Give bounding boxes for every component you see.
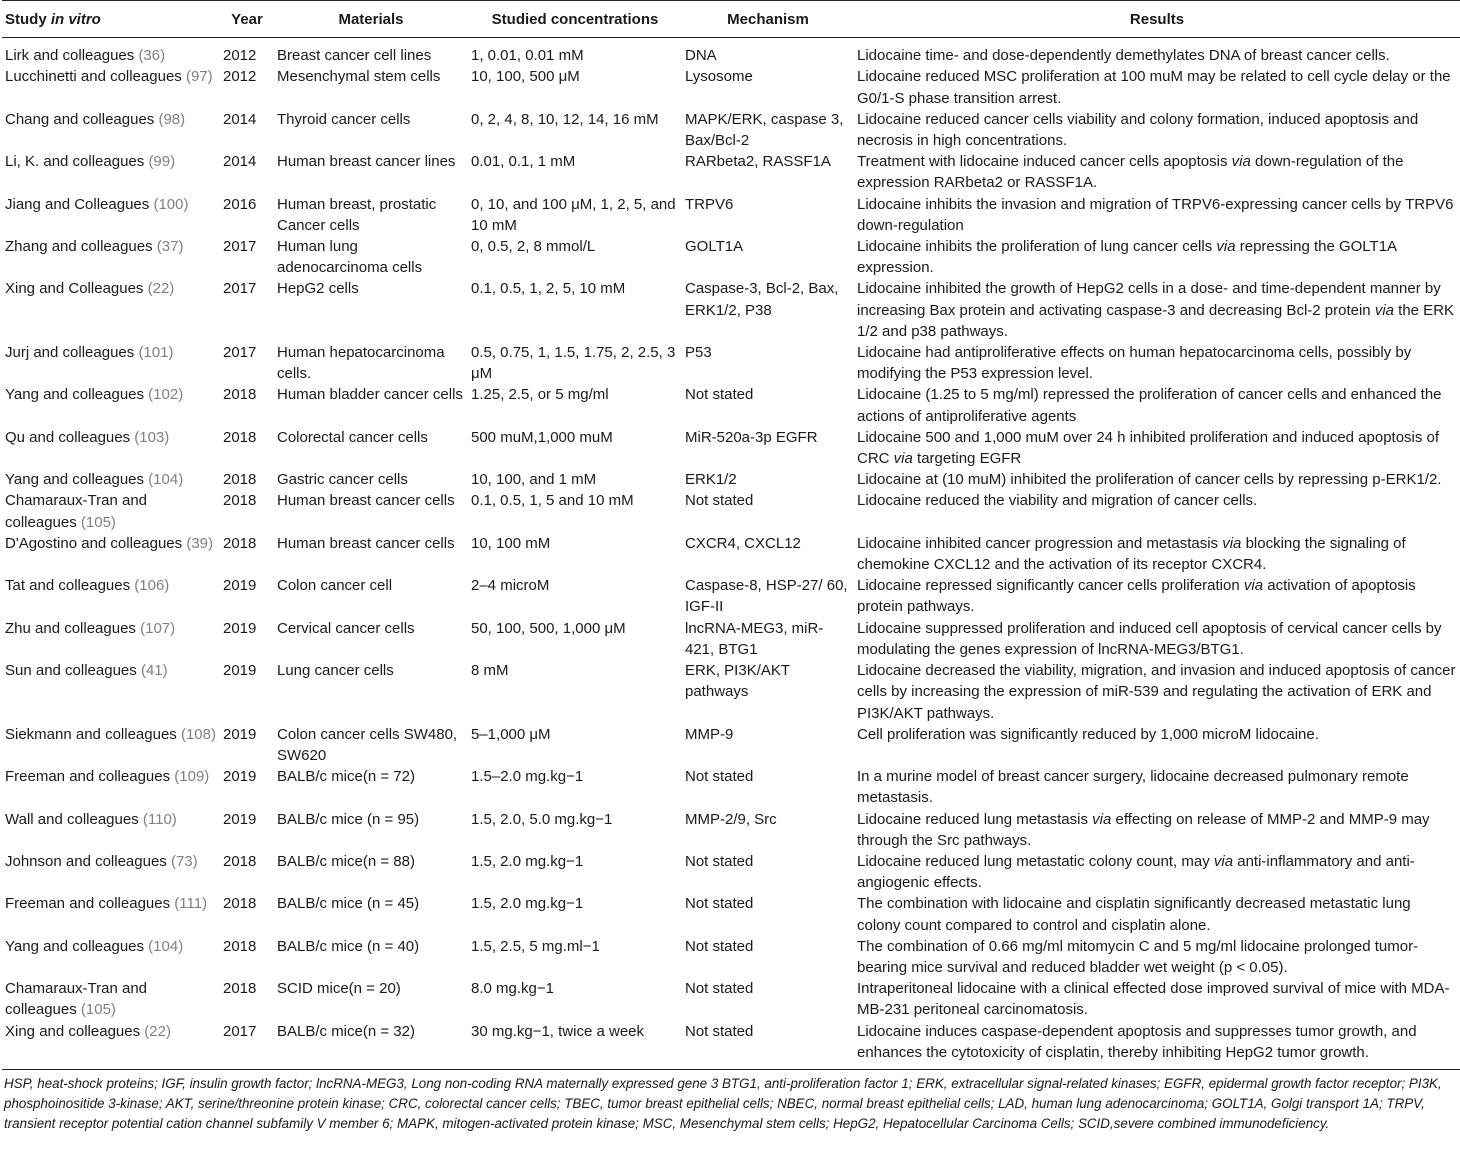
study-cell — [2, 236, 220, 278]
table-row — [2, 618, 1460, 660]
year-cell: 2012 — [223, 68, 257, 86]
header-concentrations: Studied concentrations — [468, 1, 682, 38]
results-italic: via — [1213, 852, 1234, 870]
study-author: Yang and colleagues — [5, 937, 144, 955]
results-cell: In a murine model of breast cancer surgery, lidocaine decreased pulmonary remote metastasis. — [857, 768, 1409, 807]
mechanism-cell: MMP-2/9, Src — [685, 810, 777, 828]
reference-link: (109) — [174, 768, 210, 786]
results-italic: via — [1374, 301, 1394, 319]
mechanism-cell: MiR-520a-3p EGFR — [685, 428, 818, 446]
reference-link: (73) — [170, 852, 198, 870]
results-text: activation of apoptosis protein pathways. — [857, 577, 1416, 616]
materials-cell: Human breast, prostatic Cancer cells — [277, 195, 437, 234]
study-cell — [2, 893, 220, 935]
reference-link: (104) — [148, 471, 184, 489]
study-cell — [2, 575, 220, 617]
year-cell: 2018 — [223, 386, 257, 404]
concentrations-cell: 0.5, 0.75, 1, 1.5, 1.75, 2, 2.5, 3 μM — [471, 344, 676, 383]
mechanism-cell: Not stated — [685, 895, 754, 913]
header-study: Study in vitro — [2, 1, 220, 38]
year-cell: 2019 — [223, 810, 257, 828]
mechanism-cell: Not stated — [685, 768, 754, 786]
results-cell: Lidocaine induces caspase-dependent apoptosis and suppresses tumor growth, and enhances the cytotoxicity of cisplatin, thereby inhibiting HepG2 tumor growth. — [854, 1021, 1460, 1070]
materials-cell: Cervical cancer cells — [277, 619, 415, 637]
year-cell: 2018 — [223, 492, 257, 510]
mechanism-cell: MMP-9 — [685, 725, 734, 743]
results-italic: via — [1216, 238, 1236, 256]
results-text: Lidocaine inhibited cancer progression and metastasis — [857, 534, 1223, 552]
table-row — [2, 66, 1460, 108]
study-cell — [2, 1021, 220, 1070]
table-row — [2, 660, 1460, 724]
study-author: Li, K. and colleagues — [5, 153, 145, 171]
year-cell: 2018 — [223, 937, 257, 955]
concentrations-cell: 5–1,000 μM — [471, 725, 551, 743]
table-row — [2, 469, 1460, 490]
materials-cell: HepG2 cells — [277, 280, 359, 298]
table-row — [2, 342, 1460, 384]
mechanism-cell: P53 — [685, 344, 712, 362]
mechanism-cell: Caspase-3, Bcl-2, Bax, ERK1/2, P38 — [685, 280, 839, 319]
header-year: Year — [220, 1, 274, 38]
table-row — [2, 236, 1460, 278]
table-row — [2, 809, 1460, 851]
table-row — [2, 766, 1460, 808]
materials-cell: Gastric cancer cells — [277, 471, 408, 489]
study-cell — [2, 851, 220, 893]
year-cell: 2018 — [223, 980, 257, 998]
results-text: Lidocaine inhibits the proliferation of lung cancer cells — [857, 238, 1217, 256]
results-italic: via — [1231, 153, 1251, 171]
results-text: Lidocaine repressed significantly cancer cells proliferation — [857, 577, 1244, 595]
results-cell — [854, 236, 1460, 278]
table-row — [2, 194, 1460, 236]
results-cell — [854, 851, 1460, 893]
study-cell — [2, 469, 220, 490]
year-cell: 2017 — [220, 1021, 274, 1070]
results-cell — [854, 809, 1460, 851]
reference-link: (108) — [180, 725, 216, 743]
reference-link: (107) — [140, 619, 176, 637]
study-cell — [2, 38, 220, 67]
study-author: Freeman and colleagues — [5, 768, 171, 786]
study-author: Zhang and colleagues — [5, 238, 153, 256]
reference-link: (105) — [80, 513, 116, 531]
results-text: Lidocaine inhibited the growth of HepG2 cells in a dose- and time-dependent manner by increasing Bax protein and activating caspase-3 and decreasing Bcl-2 protein — [857, 280, 1441, 319]
year-cell: 2018 — [223, 428, 257, 446]
concentrations-cell: 0.01, 0.1, 1 mM — [471, 153, 576, 171]
year-cell: 2012 — [223, 47, 257, 65]
results-cell: Lidocaine had antiproliferative effects on human hepatocarcinoma cells, possibly by modifying the P53 expression level. — [857, 344, 1412, 383]
concentrations-cell: 50, 100, 500, 1,000 μM — [471, 619, 626, 637]
study-author: Qu and colleagues — [5, 428, 131, 446]
materials-cell: Human hepatocarcinoma cells. — [277, 344, 445, 383]
results-cell: Lidocaine at (10 muM) inhibited the proliferation of cancer cells by repressing p-ERK1/2. — [857, 471, 1442, 489]
study-cell — [2, 766, 220, 808]
materials-cell: BALB/c mice (n = 45) — [277, 895, 420, 913]
materials-cell: Colon cancer cells SW480, SW620 — [277, 725, 458, 764]
year-cell: 2019 — [223, 577, 257, 595]
concentrations-cell: 1.5, 2.5, 5 mg.ml−1 — [471, 937, 600, 955]
mechanism-cell: GOLT1A — [685, 238, 744, 256]
table-row — [2, 38, 1460, 67]
concentrations-cell: 0.1, 0.5, 1, 5 and 10 mM — [471, 492, 634, 510]
year-cell: 2016 — [223, 195, 257, 213]
study-author: Yang and colleagues — [5, 471, 144, 489]
year-cell: 2018 — [223, 852, 257, 870]
materials-cell: Human breast cancer cells — [277, 492, 455, 510]
reference-link: (103) — [134, 428, 170, 446]
year-cell: 2019 — [223, 619, 257, 637]
study-cell — [2, 660, 220, 724]
study-cell — [2, 427, 220, 469]
concentrations-cell: 8.0 mg.kg−1 — [471, 980, 554, 998]
results-cell: Lidocaine time- and dose-dependently demethylates DNA of breast cancer cells. — [857, 47, 1390, 65]
year-cell: 2019 — [223, 768, 257, 786]
mechanism-cell: Lysosome — [685, 68, 753, 86]
materials-cell: BALB/c mice(n = 88) — [277, 852, 415, 870]
table-row — [2, 109, 1460, 151]
year-cell: 2019 — [223, 662, 257, 680]
results-cell: Lidocaine reduced cancer cells viability and colony formation, induced apoptosis and necrosis in high concentrations. — [857, 110, 1419, 150]
materials-cell: SCID mice(n = 20) — [277, 980, 401, 998]
materials-cell: Colorectal cancer cells — [277, 428, 428, 446]
reference-link: (110) — [142, 810, 177, 828]
mechanism-cell: MAPK/ERK, caspase 3, Bax/Bcl-2 — [685, 110, 844, 150]
results-italic: via — [1222, 534, 1242, 552]
concentrations-cell: 0, 2, 4, 8, 10, 12, 14, 16 mM — [471, 110, 659, 128]
materials-cell: BALB/c mice(n = 72) — [277, 768, 415, 786]
header-results: Results — [854, 1, 1460, 38]
results-text: blocking the signaling of chemokine CXCL12 and the activation of its receptor CXCR4. — [857, 534, 1406, 574]
year-cell: 2014 — [223, 153, 257, 171]
results-text: anti-inflammatory and anti-angiogenic effects. — [857, 852, 1415, 892]
mechanism-cell: RARbeta2, RASSF1A — [685, 153, 831, 171]
concentrations-cell: 30 mg.kg−1, twice a week — [468, 1021, 682, 1070]
year-cell: 2017 — [223, 344, 257, 362]
results-text: Lidocaine reduced lung metastasis — [857, 810, 1093, 828]
mechanism-cell: Not stated — [685, 492, 754, 510]
reference-link: (22) — [147, 280, 175, 298]
materials-cell: Mesenchymal stem cells — [277, 68, 441, 86]
table-row — [2, 490, 1460, 532]
results-cell: The combination of 0.66 mg/ml mitomycin C and 5 mg/ml lidocaine prolonged tumor-bearing mice survival and reduced bladder wet weight (p < 0.05). — [857, 937, 1419, 976]
study-author: Freeman and colleagues — [5, 895, 171, 913]
mechanism-cell: Not stated — [685, 386, 754, 404]
study-cell — [2, 342, 220, 384]
studies-table — [2, 0, 1460, 1070]
materials-cell: Human breast cancer cells — [277, 534, 455, 552]
results-text: down-regulation of the expression RARbeta2 or RASSF1A. — [857, 153, 1404, 192]
study-author: Lirk and colleagues — [5, 47, 135, 65]
table-row — [2, 533, 1460, 575]
materials-cell: Thyroid cancer cells — [277, 110, 411, 128]
reference-link: (41) — [140, 662, 168, 680]
table-row — [2, 851, 1460, 893]
mechanism-cell: ERK1/2 — [685, 471, 737, 489]
table-row — [2, 978, 1460, 1020]
table-header-row — [2, 1, 1460, 38]
table-row — [2, 575, 1460, 617]
study-author: Wall and colleagues — [5, 810, 139, 828]
year-cell: 2014 — [223, 110, 257, 128]
materials-cell: Human bladder cancer cells — [277, 386, 463, 404]
results-text: Lidocaine reduced lung metastatic colony count, may — [857, 852, 1214, 870]
mechanism-cell: Caspase-8, HSP-27/ 60, IGF-II — [685, 577, 848, 616]
mechanism-cell: Not stated — [685, 937, 754, 955]
study-author: Chamaraux-Tran and colleagues — [5, 980, 148, 1019]
table-row — [2, 936, 1460, 978]
study-author: Lucchinetti and colleagues — [5, 68, 182, 86]
year-cell: 2017 — [223, 238, 257, 256]
reference-link: (102) — [148, 386, 184, 404]
concentrations-cell: 2–4 microM — [471, 577, 550, 595]
reference-link: (99) — [148, 153, 176, 171]
study-author: Jiang and Colleagues — [5, 195, 150, 213]
concentrations-cell: 0, 10, and 100 μM, 1, 2, 5, and 10 mM — [471, 195, 676, 234]
study-cell — [2, 109, 220, 151]
study-author: Zhu and colleagues — [5, 619, 136, 637]
mechanism-cell: Not stated — [682, 1021, 854, 1070]
concentrations-cell: 8 mM — [471, 662, 509, 680]
results-cell — [854, 151, 1460, 193]
results-italic: via — [893, 450, 913, 468]
year-cell: 2018 — [223, 895, 257, 913]
study-author: Siekmann and colleagues — [5, 725, 177, 743]
results-text: the ERK 1/2 and p38 pathways. — [857, 301, 1455, 340]
concentrations-cell: 0.1, 0.5, 1, 2, 5, 10 mM — [471, 280, 626, 298]
results-cell: Lidocaine reduced MSC proliferation at 100 muM may be related to cell cycle delay or the G0/1-S phase transition arrest. — [857, 68, 1451, 107]
results-cell: Cell proliferation was significantly reduced by 1,000 microM lidocaine. — [857, 725, 1319, 743]
mechanism-cell: DNA — [685, 47, 717, 65]
concentrations-cell: 10, 100 mM — [471, 534, 551, 552]
study-cell — [2, 194, 220, 236]
reference-link: (105) — [80, 1001, 116, 1019]
materials-cell: BALB/c mice(n = 32) — [274, 1021, 468, 1070]
concentrations-cell: 1.5, 2.0 mg.kg−1 — [471, 895, 584, 913]
results-text: effecting on release of MMP-2 and MMP-9 may through the Src pathways. — [857, 810, 1430, 849]
concentrations-cell: 10, 100, and 1 mM — [471, 471, 597, 489]
year-cell: 2018 — [223, 534, 257, 552]
study-cell — [2, 809, 220, 851]
table-row — [2, 151, 1460, 193]
study-author: Jurj and colleagues — [5, 344, 135, 362]
study-cell — [2, 490, 220, 532]
materials-cell: Human breast cancer lines — [277, 153, 456, 171]
results-cell: The combination with lidocaine and cisplatin significantly decreased metastatic lung colony count compared to control and cisplatin alone. — [857, 895, 1411, 934]
reference-link: (37) — [156, 238, 184, 256]
table-row — [2, 384, 1460, 426]
study-cell — [2, 618, 220, 660]
year-cell: 2018 — [223, 471, 257, 489]
reference-link: (104) — [148, 937, 184, 955]
results-cell: Lidocaine inhibits the invasion and migration of TRPV6-expressing cancer cells by TRPV6 down-regulation — [857, 195, 1454, 234]
reference-link: (111) — [174, 895, 208, 913]
table-footnote: HSP, heat-shock proteins; IGF, insulin growth factor; lncRNA-MEG3, Long non-coding RNA maternally expressed gene 3 BTG1, anti-proliferation factor 1; ERK, extracellular signal-related kinases; EGFR, epidermal growth factor receptor; PI3K, phosphoinositide 3-kinase; AKT, serine/threonine protein kinase; CRC, colorectal cancer cells; TBEC, tumor breast epithelial cells; NBEC, normal breast epithelial cells; LAD, human lung adenocarcinoma; GOLT1A, Golgi transport 1A; TRPV, transient receptor potential cation channel subfamily V member 6; MAPK, mitogen-activated protein kinase; MSC, Mesenchymal stem cells; HepG2, Hepatocellular Carcinoma Cells; SCID,severe combined immunodeficiency. — [4, 1075, 1442, 1131]
study-author: Xing and Colleagues — [5, 280, 144, 298]
study-cell — [2, 978, 220, 1020]
table-row — [2, 427, 1460, 469]
year-cell: 2017 — [223, 280, 257, 298]
study-cell — [2, 66, 220, 108]
reference-link: (39) — [186, 534, 214, 552]
header-materials: Materials — [274, 1, 468, 38]
materials-cell: Human lung adenocarcinoma cells — [277, 238, 423, 277]
results-italic: via — [1243, 577, 1264, 595]
materials-cell: Breast cancer cell lines — [277, 47, 432, 65]
concentrations-cell: 1.25, 2.5, or 5 mg/ml — [471, 386, 609, 404]
concentrations-cell: 1.5, 2.0 mg.kg−1 — [471, 852, 584, 870]
table-row — [2, 1021, 1460, 1070]
results-cell: Lidocaine (1.25 to 5 mg/ml) repressed the proliferation of cancer cells and enhanced the actions of antiproliferative agents — [857, 386, 1442, 425]
study-cell — [2, 384, 220, 426]
mechanism-cell: Not stated — [685, 980, 754, 998]
results-text: repressing the GOLT1A expression. — [857, 238, 1397, 277]
mechanism-cell: lncRNA-MEG3, miR-421, BTG1 — [685, 619, 824, 658]
mechanism-cell: Not stated — [685, 852, 754, 870]
materials-cell: Lung cancer cells — [277, 662, 394, 680]
results-cell: Lidocaine reduced the viability and migration of cancer cells. — [857, 492, 1258, 510]
table-row — [2, 278, 1460, 342]
results-text: Treatment with lidocaine induced cancer cells apoptosis — [857, 153, 1232, 171]
reference-link: (100) — [153, 195, 189, 213]
reference-link: (101) — [138, 344, 174, 362]
study-author: Chang and colleagues — [5, 110, 155, 128]
results-cell — [854, 575, 1460, 617]
materials-cell: Colon cancer cell — [277, 577, 393, 595]
reference-link: (97) — [185, 68, 213, 86]
materials-cell: BALB/c mice (n = 40) — [277, 937, 420, 955]
results-cell: Lidocaine decreased the viability, migration, and invasion and induced apoptosis of cancer cells by increasing the expression of miR-539 and regulating the activation of ERK and PI3K/AKT pathways. — [857, 662, 1456, 722]
header-mechanism: Mechanism — [682, 1, 854, 38]
concentrations-cell: 1.5–2.0 mg.kg−1 — [471, 768, 584, 786]
results-text: Lidocaine 500 and 1,000 muM over 24 h inhibited proliferation and induced apoptosis of CRC — [857, 428, 1440, 468]
reference-link: (98) — [158, 110, 186, 128]
study-author: Yang and colleagues — [5, 386, 144, 404]
table-row — [2, 893, 1460, 935]
concentrations-cell: 1, 0.01, 0.01 mM — [471, 47, 584, 65]
table-row — [2, 724, 1460, 766]
study-author: Chamaraux-Tran and colleagues — [5, 492, 148, 531]
results-italic: via — [1092, 810, 1112, 828]
results-cell — [854, 427, 1460, 469]
reference-link: (106) — [134, 577, 170, 595]
results-cell: Lidocaine suppressed proliferation and induced cell apoptosis of cervical cancer cells by modulating the genes expression of lncRNA-MEG3/BTG1. — [857, 619, 1442, 658]
year-cell: 2019 — [223, 725, 257, 743]
study-author: Xing and colleagues — [5, 1022, 141, 1040]
results-cell — [854, 278, 1460, 342]
study-author: Tat and colleagues — [5, 577, 131, 595]
study-author: D'Agostino and colleagues — [5, 534, 183, 552]
study-cell — [2, 724, 220, 766]
results-text: targeting EGFR — [912, 450, 1022, 468]
table-body — [2, 38, 1460, 1070]
concentrations-cell: 0, 0.5, 2, 8 mmol/L — [471, 238, 596, 256]
results-cell — [854, 533, 1460, 575]
reference-link: (22) — [144, 1022, 171, 1040]
mechanism-cell: ERK, PI3K/AKT pathways — [685, 662, 790, 701]
study-author: Sun and colleagues — [5, 662, 137, 680]
results-cell: Intraperitoneal lidocaine with a clinical effected dose improved survival of mice with MDA-MB-231 peritoneal carcinomatosis. — [857, 980, 1450, 1019]
study-cell — [2, 936, 220, 978]
mechanism-cell: CXCR4, CXCL12 — [685, 534, 801, 552]
study-cell — [2, 533, 220, 575]
reference-link: (36) — [138, 47, 166, 65]
mechanism-cell: TRPV6 — [685, 195, 734, 213]
concentrations-cell: 500 muM,1,000 muM — [471, 428, 613, 446]
study-author: Johnson and colleagues — [5, 852, 167, 870]
materials-cell: BALB/c mice (n = 95) — [277, 810, 420, 828]
concentrations-cell: 1.5, 2.0, 5.0 mg.kg−1 — [471, 810, 613, 828]
study-cell — [2, 278, 220, 342]
study-cell — [2, 151, 220, 193]
concentrations-cell: 10, 100, 500 μM — [471, 68, 580, 86]
